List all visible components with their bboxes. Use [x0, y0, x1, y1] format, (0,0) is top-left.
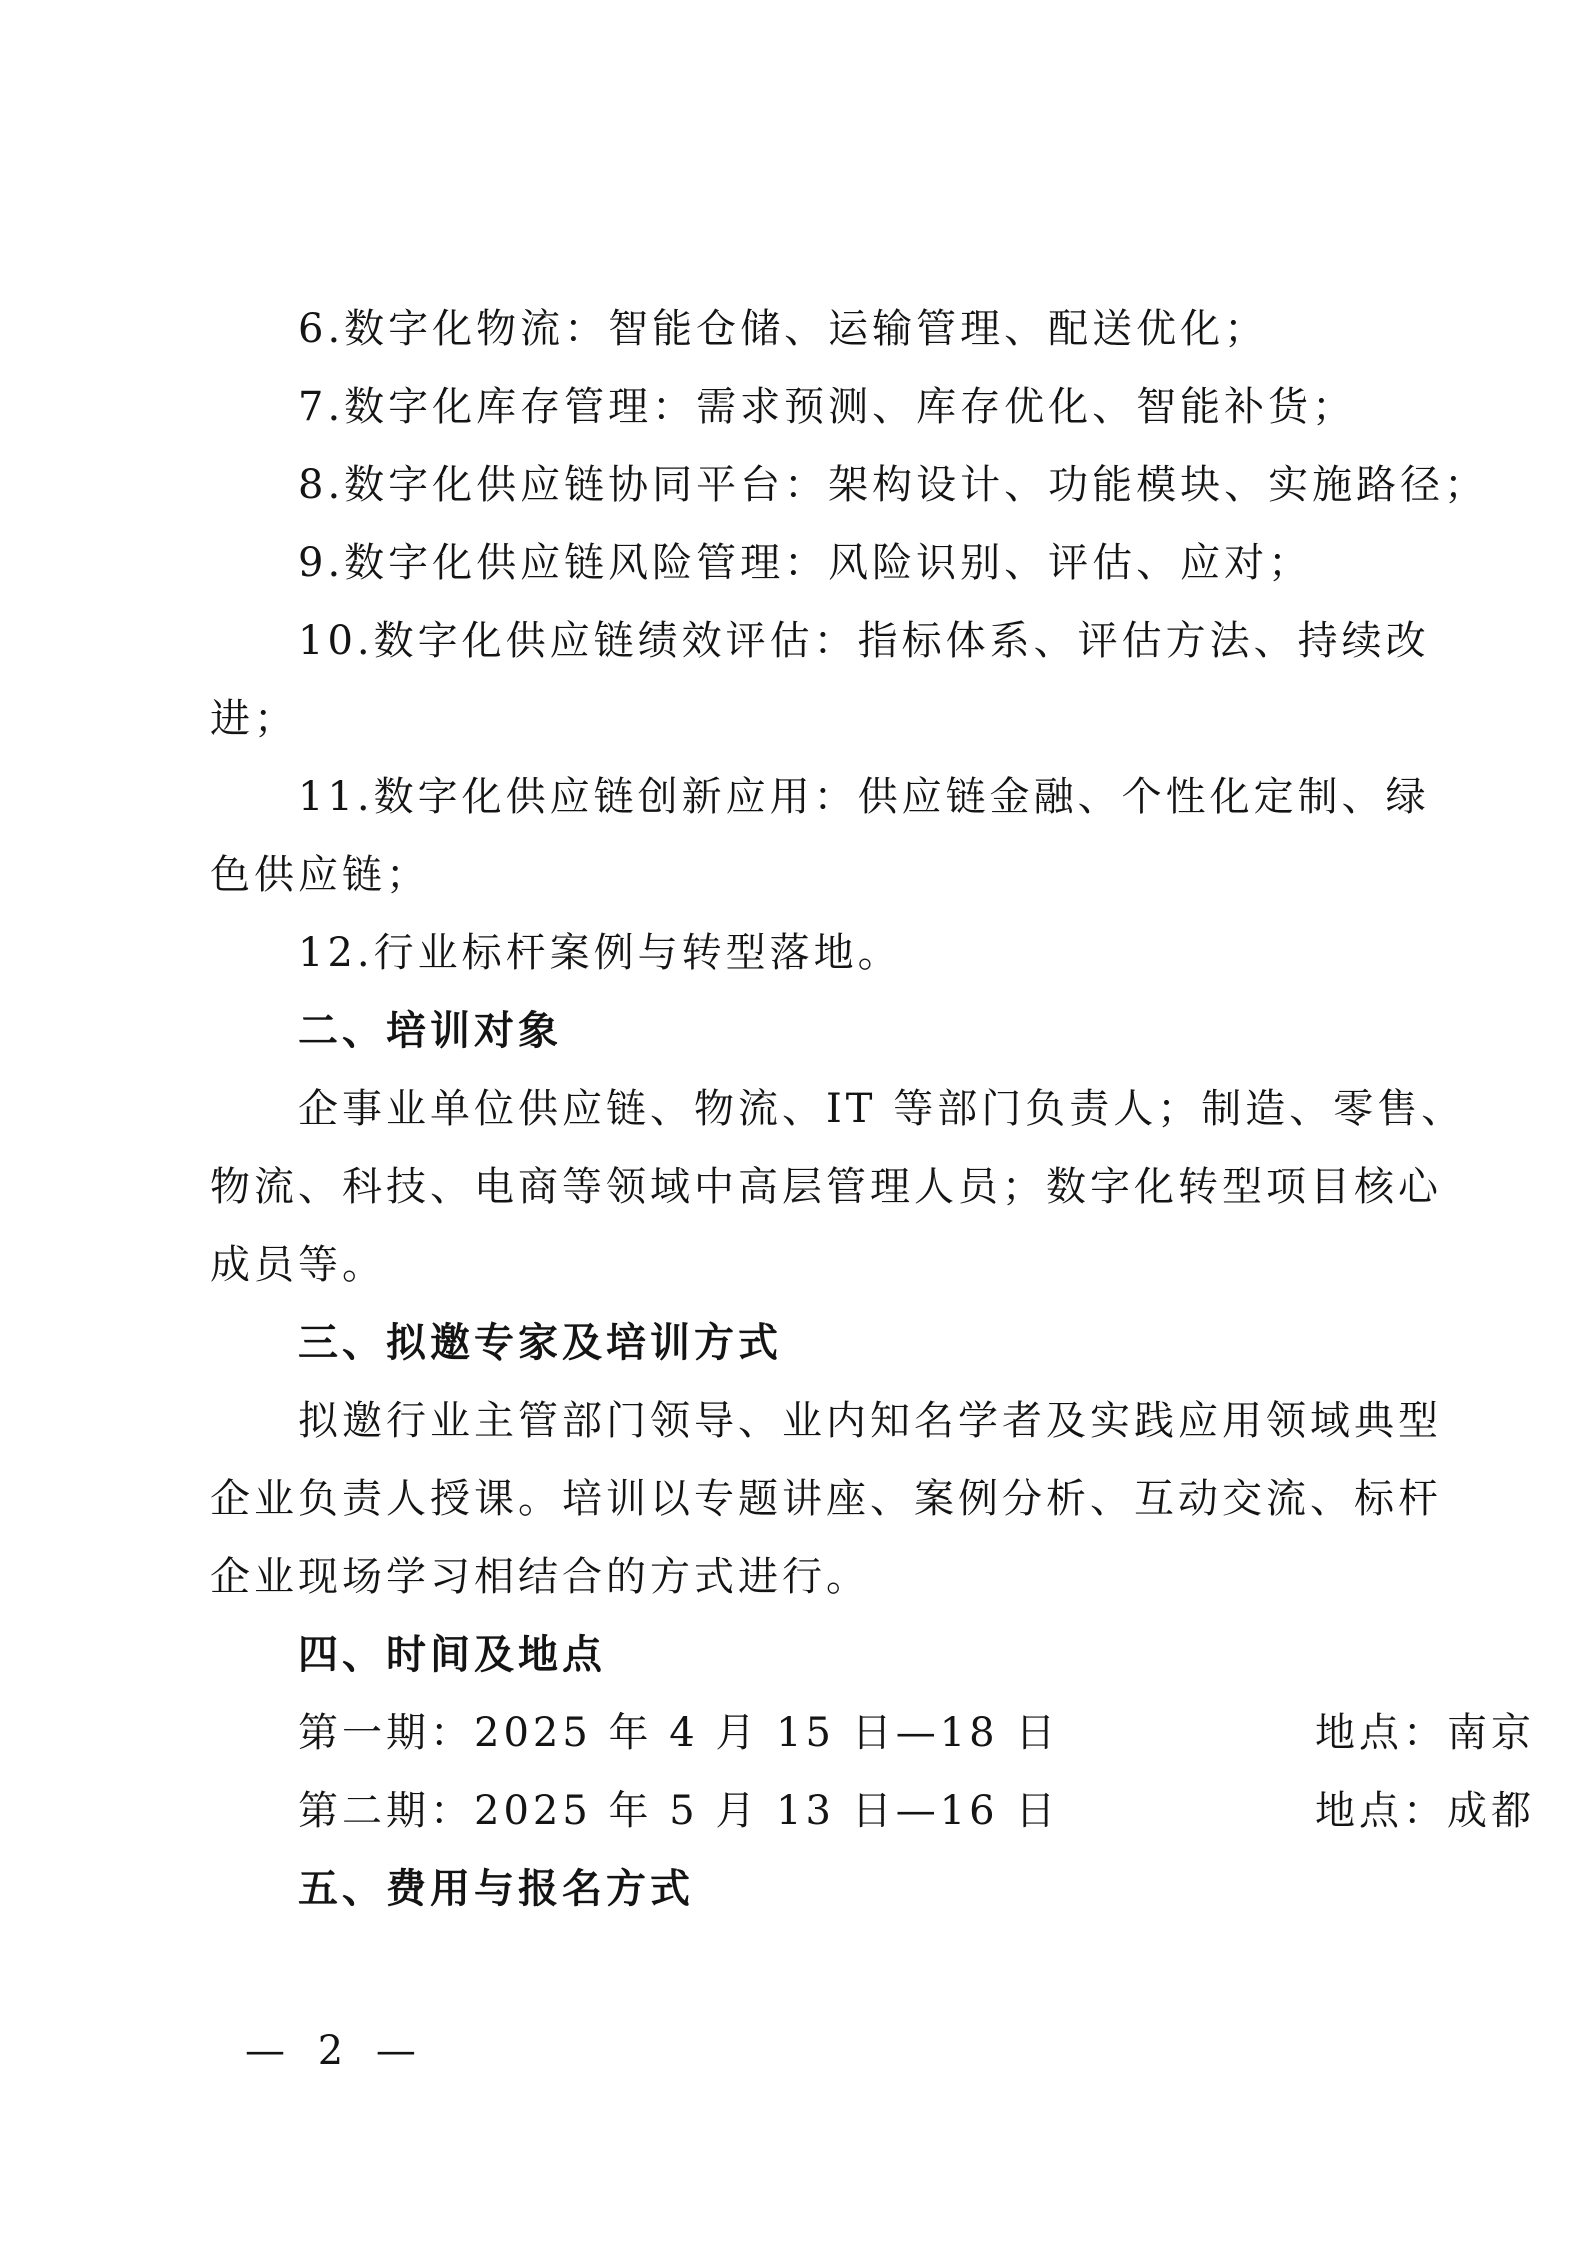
item-10-line-2: 进； — [210, 696, 298, 742]
trainees-line-2: 物流、科技、电商等领域中高层管理人员；数字化转型项目核心 — [210, 1164, 1442, 1210]
item-11-line-1: 11.数字化供应链创新应用：供应链金融、个性化定制、绿 — [298, 774, 1430, 820]
section-heading-fees: 五、费用与报名方式 — [298, 1866, 694, 1912]
section-heading-trainees: 二、培训对象 — [298, 1008, 562, 1054]
experts-line-1: 拟邀行业主管部门领导、业内知名学者及实践应用领域典型 — [298, 1398, 1442, 1444]
item-12: 12.行业标杆案例与转型落地。 — [298, 930, 902, 976]
item-10-line-1: 10.数字化供应链绩效评估：指标体系、评估方法、持续改 — [298, 618, 1430, 664]
experts-line-3: 企业现场学习相结合的方式进行。 — [210, 1554, 870, 1600]
page-number: — 2 — — [245, 2028, 426, 2074]
experts-line-2: 企业负责人授课。培训以专题讲座、案例分析、互动交流、标杆 — [210, 1476, 1442, 1522]
schedule-period-1: 第一期：2025 年 4 月 15 日—18 日 — [298, 1710, 1060, 1756]
item-11-line-2: 色供应链； — [210, 852, 430, 898]
schedule-row-2 — [210, 1772, 1535, 1850]
item-8: 8.数字化供应链协同平台：架构设计、功能模块、实施路径； — [298, 462, 1489, 508]
schedule-location-1: 地点：南京 — [1315, 1710, 1535, 1756]
trainees-line-1: 企事业单位供应链、物流、IT 等部门负责人；制造、零售、 — [298, 1086, 1466, 1132]
page-content — [210, 290, 1535, 1928]
item-7: 7.数字化库存管理：需求预测、库存优化、智能补货； — [298, 384, 1357, 430]
item-6: 6.数字化物流：智能仓储、运输管理、配送优化； — [298, 306, 1269, 352]
schedule-location-2: 地点：成都 — [1315, 1788, 1535, 1834]
trainees-line-3: 成员等。 — [210, 1242, 386, 1288]
schedule-row-1 — [210, 1694, 1535, 1772]
section-heading-schedule: 四、时间及地点 — [298, 1632, 606, 1678]
schedule-period-2: 第二期：2025 年 5 月 13 日—16 日 — [298, 1788, 1060, 1834]
item-9: 9.数字化供应链风险管理：风险识别、评估、应对； — [298, 540, 1313, 586]
section-heading-experts: 三、拟邀专家及培训方式 — [298, 1320, 782, 1366]
